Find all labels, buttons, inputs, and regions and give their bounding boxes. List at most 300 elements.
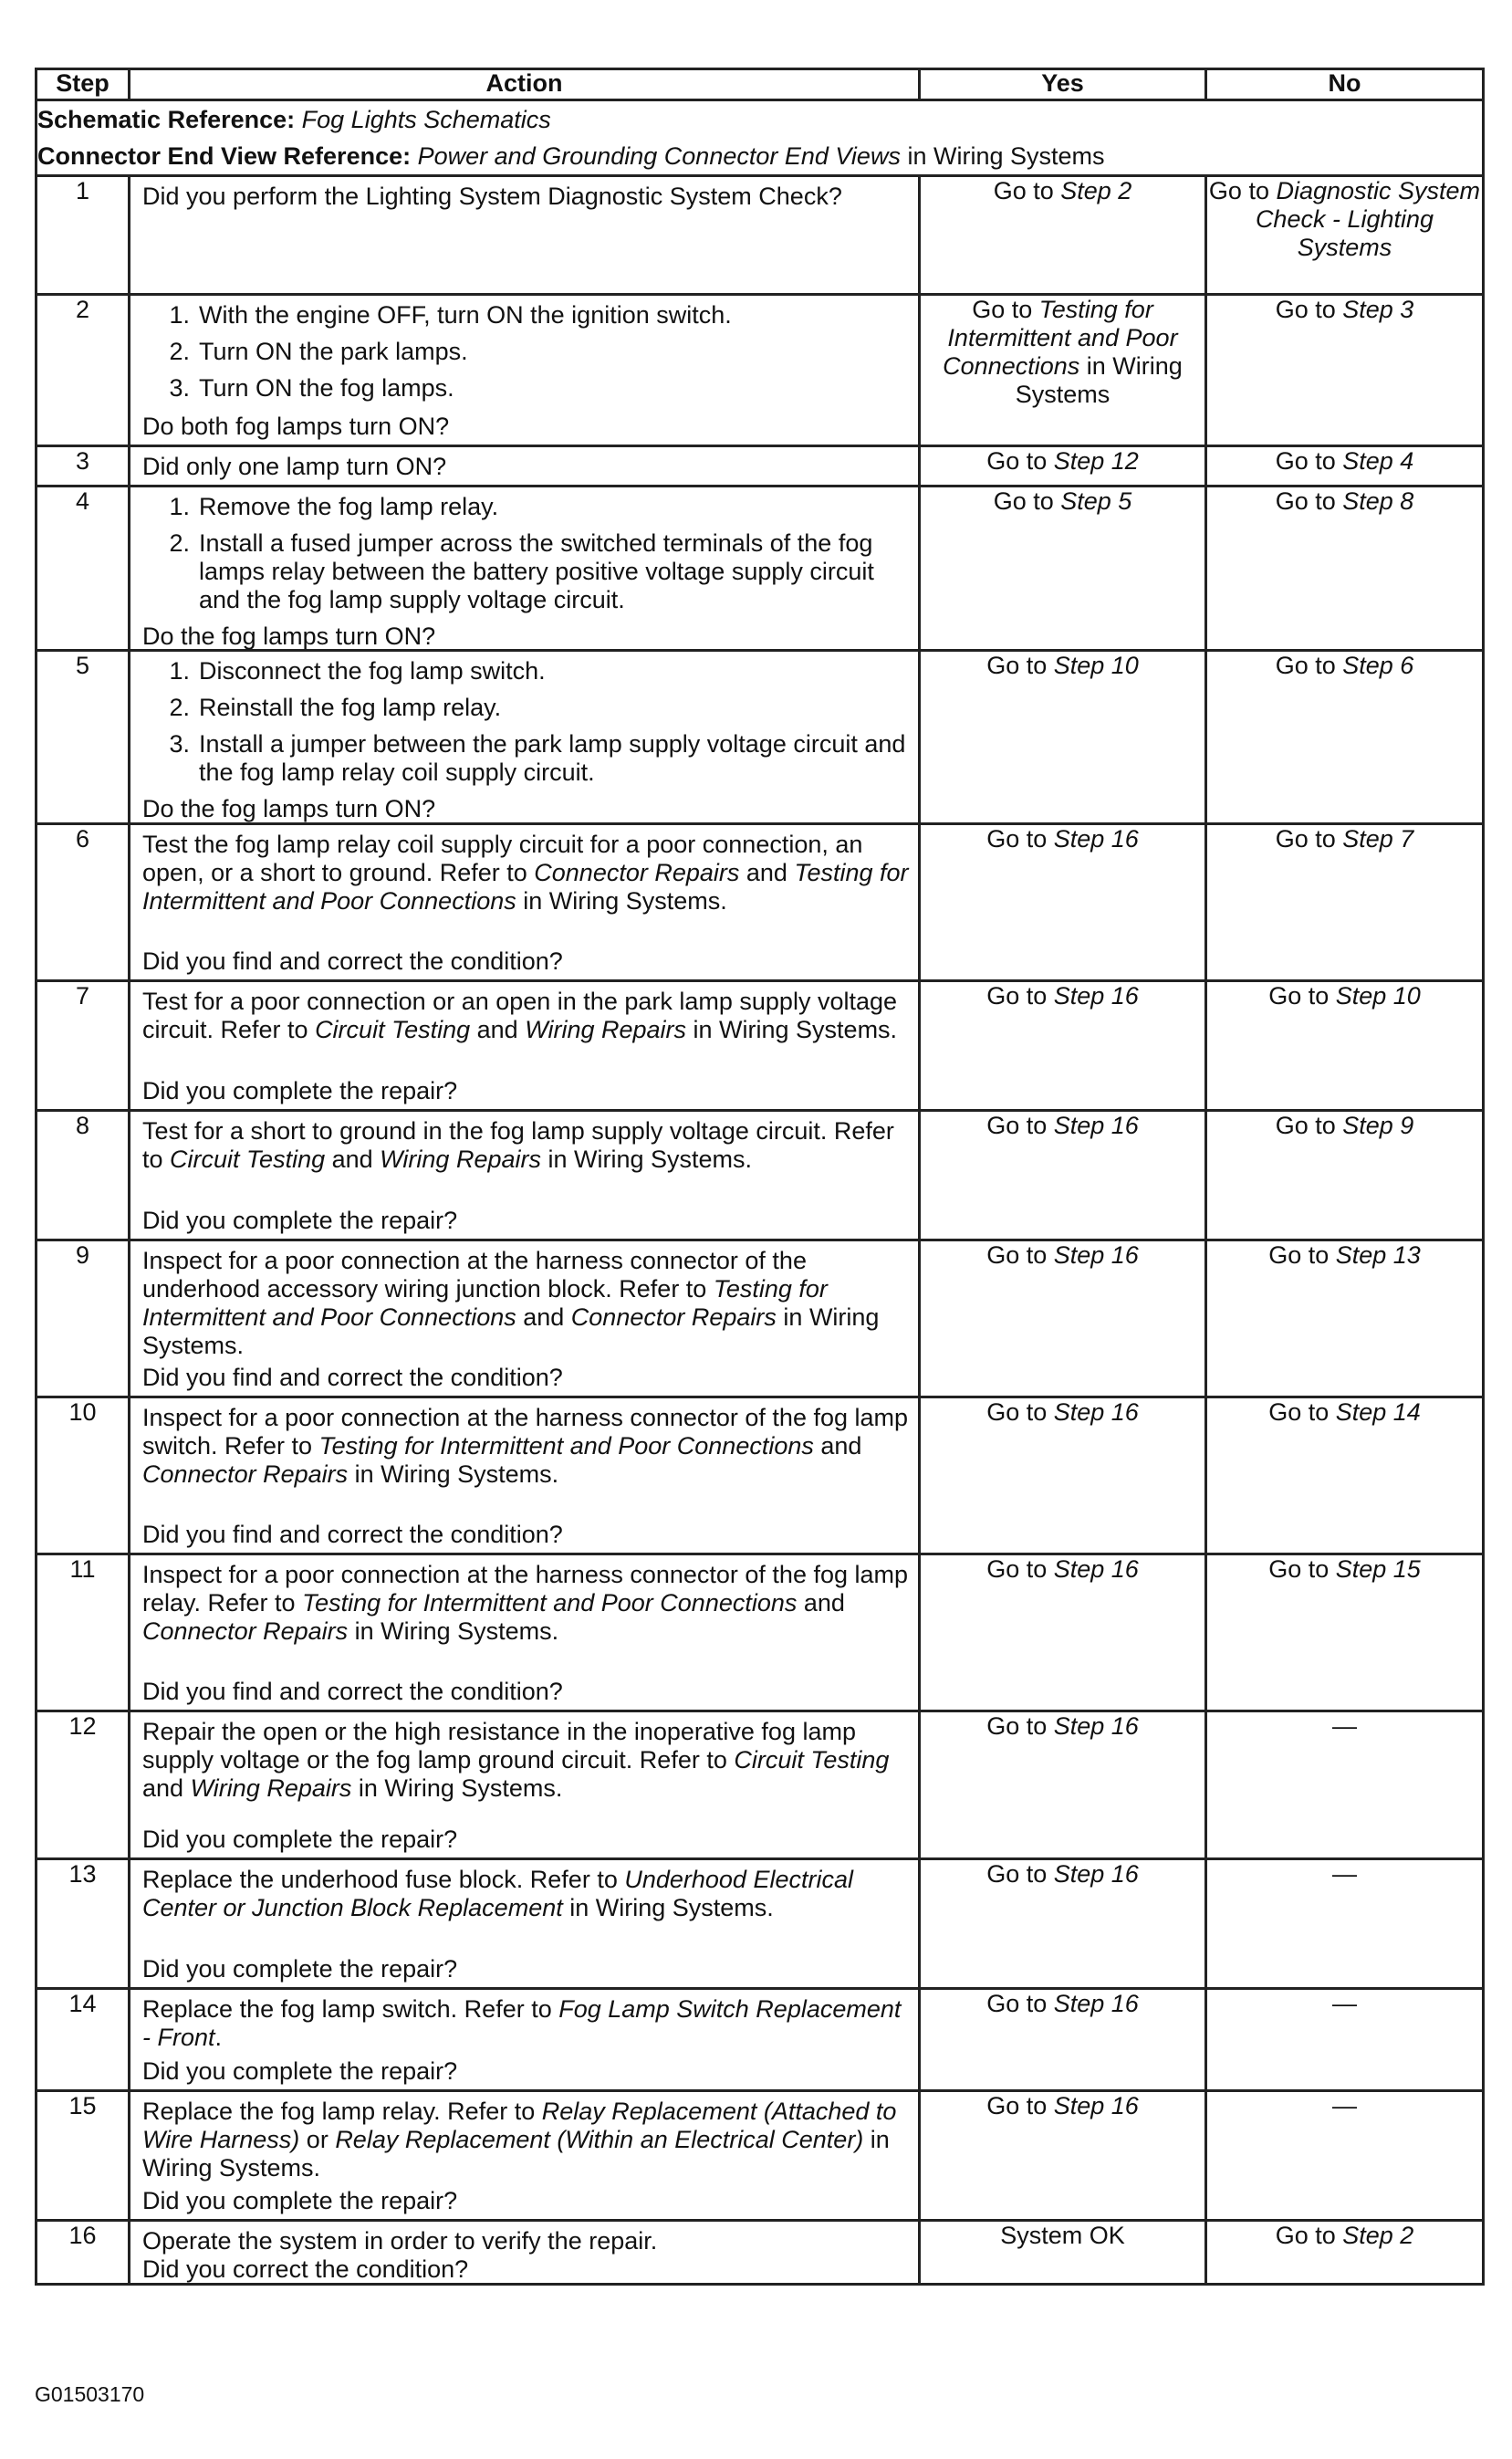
instruction-text: .: [214, 2024, 223, 2051]
action-cell: [130, 2091, 920, 2221]
procedure-step-text: Disconnect the fog lamp switch.: [199, 657, 546, 685]
header-yes: Yes: [920, 69, 1206, 100]
procedure-step-number: 1.: [169, 301, 190, 329]
yes-cell: [920, 176, 1206, 295]
yes-cell: [920, 1111, 1206, 1240]
action-instruction: [142, 2227, 909, 2255]
action-content: [130, 652, 918, 822]
procedure-list: [142, 657, 909, 787]
no-cell: [1206, 1711, 1484, 1859]
no-cell: [1206, 2091, 1484, 2221]
no-goto[interactable]: [1276, 447, 1414, 475]
instruction-text: Test for a short to ground in the fog lamp supply voltage circuit. Refer to: [142, 1117, 894, 1173]
reference-cell: [36, 100, 1484, 176]
goto-target[interactable]: Step 16: [1053, 1398, 1139, 1426]
reference-link[interactable]: Testing for Intermittent and Poor Connections: [302, 1589, 798, 1617]
goto-target[interactable]: Step 15: [1335, 1555, 1421, 1583]
action-body: [142, 1247, 909, 1360]
connector-reference-suffix: in Wiring Systems: [900, 142, 1105, 170]
instruction-text: Replace the underhood fuse block. Refer to: [142, 1866, 625, 1893]
goto-target[interactable]: Step 16: [1053, 2092, 1139, 2119]
no-cell: [1206, 1859, 1484, 1989]
action-question: Did you complete the repair?: [142, 1207, 458, 1234]
action-question: Do both fog lamps turn ON?: [142, 413, 450, 440]
instruction-text: in Wiring Systems.: [351, 1774, 563, 1802]
procedure-step: [142, 730, 909, 787]
header-step: Step: [36, 69, 130, 100]
goto-target[interactable]: Step 13: [1335, 1241, 1421, 1269]
step-row: [36, 2091, 1484, 2221]
action-question: Did you complete the repair?: [142, 2057, 458, 2085]
no-cell: [1206, 1989, 1484, 2091]
no-goto[interactable]: [1276, 296, 1414, 323]
action-instruction: [142, 1995, 909, 2052]
steps-body: [36, 176, 1484, 2285]
action-cell: [130, 651, 920, 824]
procedure-list: [142, 493, 909, 614]
reference-link[interactable]: Testing for Intermittent and Poor Connections: [142, 1275, 828, 1331]
goto-target[interactable]: Step 2: [1342, 2222, 1414, 2249]
schematic-reference-label: Schematic Reference:: [37, 106, 296, 133]
step-row: [36, 1397, 1484, 1554]
action-cell: [130, 824, 920, 981]
yes-goto[interactable]: [986, 1860, 1139, 1888]
goto-target[interactable]: Step 10: [1335, 982, 1421, 1010]
goto-target[interactable]: Step 4: [1342, 447, 1414, 475]
action-body: [142, 1866, 909, 1922]
action-body: [142, 1404, 909, 1489]
no-cell: [1206, 487, 1484, 651]
goto-prefix: Go to: [993, 487, 1061, 515]
action-cell: [130, 981, 920, 1111]
goto-prefix: Go to: [1275, 825, 1343, 853]
action-body: [142, 657, 909, 795]
step-number: 2: [36, 295, 130, 446]
action-instruction: [142, 1404, 909, 1489]
procedure-step-text: Turn ON the fog lamps.: [199, 374, 454, 402]
action-content: [130, 487, 918, 649]
diagnostic-table: [35, 68, 1485, 2286]
action-cell: [130, 2221, 920, 2285]
goto-target[interactable]: Step 16: [1053, 1241, 1139, 1269]
instruction-text: and: [142, 1774, 191, 1802]
procedure-step-number: 3.: [169, 374, 190, 402]
no-goto[interactable]: [1276, 652, 1414, 679]
goto-prefix: Go to: [986, 1398, 1054, 1426]
procedure-step-number: 3.: [169, 730, 190, 758]
procedure-step-number: 2.: [169, 694, 190, 721]
action-question: Did you find and correct the condition?: [142, 947, 563, 975]
reference-link[interactable]: Connector Repairs: [142, 1617, 349, 1645]
instruction-text: in Wiring Systems.: [686, 1016, 898, 1043]
yes-goto[interactable]: [994, 487, 1132, 515]
action-text: Did you perform the Lighting System Diagnostic System Check?: [142, 183, 842, 210]
procedure-step: [142, 694, 909, 722]
action-body: [142, 493, 909, 623]
action-content: [130, 1112, 918, 1239]
reference-link[interactable]: Connector Repairs: [142, 1460, 349, 1488]
action-question: Did you correct the condition?: [142, 2255, 469, 2283]
yes-cell: [920, 295, 1206, 446]
action-question: Did you complete the repair?: [142, 1826, 458, 1853]
step-number: 1: [36, 176, 130, 295]
action-content: [130, 2092, 918, 2219]
action-question: Did you complete the repair?: [142, 1077, 458, 1104]
instruction-text: Replace the fog lamp switch. Refer to: [142, 1995, 559, 2023]
goto-prefix: Go to: [986, 1112, 1054, 1139]
connector-reference-label: Connector End View Reference:: [37, 142, 412, 170]
reference-link[interactable]: Connector Repairs: [570, 1303, 777, 1331]
goto-prefix: Go to: [1275, 652, 1343, 679]
step-row: [36, 176, 1484, 295]
instruction-text: Inspect for a poor connection at the harness connector of the underhood accessory wiring junction block. Refer to: [142, 1247, 807, 1303]
action-question: Did you complete the repair?: [142, 2187, 458, 2214]
action-instruction: [142, 1117, 909, 1174]
action-question: Did you find and correct the condition?: [142, 1678, 563, 1705]
goto-prefix: Go to: [1268, 982, 1336, 1010]
goto-prefix: Go to: [986, 447, 1054, 475]
step-row: [36, 1859, 1484, 1989]
goto-prefix: Go to: [1268, 1555, 1336, 1583]
yes-goto[interactable]: [986, 982, 1139, 1010]
step-number: 3: [36, 446, 130, 487]
schematic-reference-link[interactable]: Fog Lights Schematics: [301, 106, 551, 133]
reference-row: [36, 100, 1484, 176]
no-cell: [1206, 295, 1484, 446]
reference-link[interactable]: Relay Replacement (Within an Electrical Center): [335, 2126, 864, 2153]
reference-link[interactable]: Testing for Intermittent and Poor Connections: [318, 1432, 814, 1460]
no-cell: [1206, 651, 1484, 824]
goto-target[interactable]: Step 12: [1053, 447, 1139, 475]
reference-link[interactable]: Circuit Testing: [170, 1146, 326, 1173]
action-content: [130, 296, 918, 445]
procedure-list: [142, 301, 909, 403]
goto-target[interactable]: Step 16: [1053, 1990, 1139, 2017]
instruction-text: Test for a poor connection or an open in the park lamp supply voltage circuit. Refer to: [142, 988, 898, 1043]
action-content: [130, 982, 918, 1109]
yes-cell: [920, 1711, 1206, 1859]
yes-cell: [920, 1989, 1206, 2091]
goto-prefix: Go to: [986, 825, 1054, 853]
procedure-step-text: Remove the fog lamp relay.: [199, 493, 499, 520]
step-number: 14: [36, 1989, 130, 2091]
yes-goto[interactable]: [943, 296, 1183, 408]
goto-target[interactable]: Step 16: [1053, 1555, 1139, 1583]
procedure-step: [142, 493, 909, 521]
instruction-text: or: [299, 2126, 336, 2153]
goto-prefix: Go to: [1275, 296, 1343, 323]
procedure-step-text: With the engine OFF, turn ON the ignition switch.: [199, 301, 732, 329]
goto-suffix: in Wiring Systems: [1015, 352, 1183, 408]
procedure-step-text: Turn ON the park lamps.: [199, 338, 468, 365]
action-content: [130, 825, 918, 979]
instruction-text: Inspect for a poor connection at the harness connector of the fog lamp relay. Refer to: [142, 1561, 909, 1617]
step-row: [36, 487, 1484, 651]
action-cell: [130, 1397, 920, 1554]
goto-prefix: Go to: [1275, 2222, 1343, 2249]
step-row: [36, 1711, 1484, 1859]
no-cell: [1206, 824, 1484, 981]
no-cell: [1206, 1554, 1484, 1711]
action-instruction: [142, 831, 909, 916]
step-row: [36, 651, 1484, 824]
no-dash: —: [1332, 1990, 1357, 2017]
instruction-text: in Wiring Systems.: [562, 1894, 774, 1921]
instruction-text: in Wiring Systems.: [142, 2126, 890, 2182]
step-row: [36, 446, 1484, 487]
step-row: [36, 824, 1484, 981]
goto-target[interactable]: Step 16: [1053, 1712, 1139, 1740]
no-goto[interactable]: [1268, 1241, 1421, 1269]
diagnostic-table-container: [35, 68, 1482, 2286]
yes-cell: [920, 2091, 1206, 2221]
action-cell: [130, 1711, 920, 1859]
goto-prefix: Go to: [972, 296, 1039, 323]
header-action: Action: [130, 69, 920, 100]
step-number: 12: [36, 1711, 130, 1859]
reference-link[interactable]: Circuit Testing: [315, 1016, 471, 1043]
reference-link[interactable]: Wiring Repairs: [525, 1016, 687, 1043]
goto-target[interactable]: Step 8: [1342, 487, 1414, 515]
yes-goto[interactable]: [986, 1712, 1139, 1740]
yes-cell: [920, 981, 1206, 1111]
goto-prefix: Go to: [1275, 1112, 1343, 1139]
step-number: 9: [36, 1240, 130, 1397]
yes-goto[interactable]: [986, 1555, 1139, 1583]
action-body: [142, 183, 909, 211]
goto-target[interactable]: Testing for Intermittent and Poor Connections: [943, 296, 1178, 380]
figure-id: G01503170: [35, 2382, 145, 2406]
yes-cell: [920, 824, 1206, 981]
instruction-text: and: [797, 1589, 845, 1617]
yes-goto[interactable]: [986, 1398, 1139, 1426]
goto-prefix: Go to: [1268, 1241, 1336, 1269]
action-cell: [130, 176, 920, 295]
step-row: [36, 981, 1484, 1111]
procedure-step-number: 1.: [169, 493, 190, 520]
no-goto[interactable]: [1268, 1555, 1421, 1583]
goto-target[interactable]: Diagnostic System Check - Lighting Systems: [1255, 177, 1481, 261]
reference-link[interactable]: Fog Lamp Switch Replacement - Front: [142, 1995, 902, 2051]
goto-prefix: Go to: [986, 1860, 1054, 1888]
step-number: 10: [36, 1397, 130, 1554]
action-content: [130, 1241, 918, 1396]
yes-cell: [920, 1554, 1206, 1711]
action-body: [142, 1995, 909, 2052]
instruction-text: and: [516, 1303, 571, 1331]
action-question: Do the fog lamps turn ON?: [142, 623, 436, 650]
step-row: [36, 1989, 1484, 2091]
yes-cell: [920, 1240, 1206, 1397]
goto-prefix: Go to: [986, 1990, 1054, 2017]
procedure-step: [142, 374, 909, 403]
action-cell: [130, 446, 920, 487]
procedure-step: [142, 301, 909, 330]
action-instruction: [142, 1718, 909, 1803]
reference-link[interactable]: Connector Repairs: [534, 859, 740, 886]
yes-cell: [920, 1859, 1206, 1989]
step-row: [36, 2221, 1484, 2285]
yes-goto[interactable]: [986, 2092, 1139, 2119]
action-question: Did you complete the repair?: [142, 1955, 458, 1983]
schematic-reference: [37, 101, 1482, 138]
action-question: Do the fog lamps turn ON?: [142, 795, 436, 822]
goto-target[interactable]: Step 16: [1053, 982, 1139, 1010]
goto-prefix: Go to: [1268, 1398, 1336, 1426]
instruction-text: Replace the fog lamp relay. Refer to: [142, 2098, 542, 2125]
yes-goto[interactable]: [986, 447, 1139, 475]
action-content: [130, 177, 918, 293]
procedure-step-number: 2.: [169, 529, 190, 557]
action-body: [142, 301, 909, 411]
instruction-text: in Wiring Systems.: [516, 887, 727, 915]
goto-target[interactable]: Step 16: [1053, 825, 1139, 853]
instruction-text: and: [470, 1016, 526, 1043]
step-number: 13: [36, 1859, 130, 1989]
yes-goto[interactable]: [986, 825, 1139, 853]
no-goto[interactable]: [1276, 825, 1414, 853]
action-instruction: [142, 1866, 909, 1922]
action-question: Did you find and correct the condition?: [142, 1364, 563, 1391]
no-goto[interactable]: [1268, 982, 1421, 1010]
action-cell: [130, 1240, 920, 1397]
goto-target[interactable]: Step 14: [1335, 1398, 1421, 1426]
no-cell: [1206, 1111, 1484, 1240]
no-goto[interactable]: [1276, 1112, 1414, 1139]
instruction-text: in Wiring Systems.: [348, 1460, 559, 1488]
yes-result: System OK: [1000, 2222, 1125, 2249]
procedure-step-text: Install a jumper between the park lamp supply voltage circuit and the fog lamp relay coil supply circuit.: [199, 730, 906, 786]
instruction-text: in Wiring Systems.: [540, 1146, 753, 1173]
procedure-step: [142, 657, 909, 685]
procedure-step: [142, 338, 909, 366]
yes-goto[interactable]: [986, 1990, 1139, 2017]
reference-link[interactable]: Relay Replacement (Attached to Wire Harness): [142, 2098, 897, 2153]
no-goto[interactable]: [1276, 487, 1414, 515]
goto-prefix: Go to: [1275, 447, 1343, 475]
step-row: [36, 1554, 1484, 1711]
action-instruction: [142, 2098, 909, 2182]
goto-prefix: Go to: [1208, 177, 1277, 204]
action-instruction: [142, 1247, 909, 1360]
action-content: [130, 1860, 918, 1987]
yes-cell: [920, 1397, 1206, 1554]
goto-target[interactable]: Step 3: [1342, 296, 1414, 323]
procedure-step-text: Reinstall the fog lamp relay.: [199, 694, 502, 721]
action-body: [142, 988, 909, 1044]
goto-target[interactable]: Step 10: [1053, 652, 1139, 679]
no-cell: [1206, 446, 1484, 487]
action-content: [130, 1398, 918, 1553]
no-dash: —: [1332, 1860, 1357, 1888]
step-row: [36, 1240, 1484, 1397]
action-body: [142, 1718, 909, 1803]
no-cell: [1206, 1397, 1484, 1554]
action-cell: [130, 295, 920, 446]
yes-goto[interactable]: [994, 177, 1132, 204]
yes-goto[interactable]: [986, 1241, 1139, 1269]
no-dash: —: [1332, 2092, 1357, 2119]
action-cell: [130, 1554, 920, 1711]
no-dash: —: [1332, 1712, 1357, 1740]
goto-target[interactable]: Step 2: [1060, 177, 1132, 204]
action-instruction: [142, 988, 909, 1044]
action-cell: [130, 487, 920, 651]
action-body: [142, 1117, 909, 1174]
action-content: [130, 2222, 918, 2283]
no-cell: [1206, 1240, 1484, 1397]
reference-link[interactable]: Testing for Intermittent and Poor Connections: [142, 859, 909, 915]
step-number: 7: [36, 981, 130, 1111]
step-number: 15: [36, 2091, 130, 2221]
step-number: 11: [36, 1554, 130, 1711]
yes-cell: [920, 2221, 1206, 2285]
step-number: 8: [36, 1111, 130, 1240]
step-row: [36, 295, 1484, 446]
reference-link[interactable]: Underhood Electrical Center or Junction Block Replacement: [142, 1866, 853, 1921]
yes-goto[interactable]: [986, 1112, 1139, 1139]
reference-link[interactable]: Circuit Testing: [734, 1746, 890, 1774]
step-number: 5: [36, 651, 130, 824]
goto-prefix: Go to: [986, 1555, 1054, 1583]
yes-cell: [920, 446, 1206, 487]
goto-target[interactable]: Step 6: [1342, 652, 1414, 679]
action-body: [142, 1561, 909, 1646]
goto-prefix: Go to: [986, 982, 1054, 1010]
action-content: [130, 1712, 918, 1857]
step-row: [36, 1111, 1484, 1240]
procedure-step-text: Install a fused jumper across the switched terminals of the fog lamps relay between the battery positive voltage supply circuit and the fog lamp supply voltage circuit.: [199, 529, 874, 613]
step-number: 6: [36, 824, 130, 981]
instruction-text: in Wiring Systems.: [142, 1303, 880, 1359]
no-goto[interactable]: [1268, 1398, 1421, 1426]
action-cell: [130, 1111, 920, 1240]
connector-reference-link[interactable]: Power and Grounding Connector End Views: [417, 142, 901, 170]
step-number: 16: [36, 2221, 130, 2285]
goto-target[interactable]: Step 5: [1060, 487, 1132, 515]
instruction-text: and: [813, 1432, 862, 1460]
goto-target[interactable]: Step 16: [1053, 1112, 1139, 1139]
goto-target[interactable]: Step 7: [1342, 825, 1414, 853]
no-cell: [1206, 981, 1484, 1111]
goto-prefix: Go to: [993, 177, 1061, 204]
goto-target[interactable]: Step 16: [1053, 1860, 1139, 1888]
connector-reference: [37, 138, 1482, 174]
goto-prefix: Go to: [986, 2092, 1054, 2119]
reference-link[interactable]: Wiring Repairs: [190, 1774, 352, 1802]
action-question: Did only one lamp turn ON?: [142, 453, 447, 480]
goto-prefix: Go to: [986, 652, 1054, 679]
action-content: [130, 1555, 918, 1710]
reference-link[interactable]: Wiring Repairs: [380, 1146, 541, 1173]
procedure-step: [142, 529, 909, 614]
no-goto[interactable]: [1209, 177, 1480, 261]
yes-goto[interactable]: [986, 652, 1139, 679]
action-content: [130, 1990, 918, 2089]
step-number: 4: [36, 487, 130, 651]
instruction-text: Inspect for a poor connection at the harness connector of the fog lamp switch. Refer to: [142, 1404, 909, 1460]
header-row: [36, 69, 1484, 100]
instruction-text: and: [325, 1146, 381, 1173]
action-body: [142, 831, 909, 916]
no-cell: [1206, 2221, 1484, 2285]
no-cell: [1206, 176, 1484, 295]
action-body: [142, 2098, 909, 2182]
goto-target[interactable]: Step 9: [1342, 1112, 1414, 1139]
no-goto[interactable]: [1276, 2222, 1414, 2249]
instruction-text: Operate the system in order to verify the repair.: [142, 2227, 658, 2255]
yes-cell: [920, 487, 1206, 651]
